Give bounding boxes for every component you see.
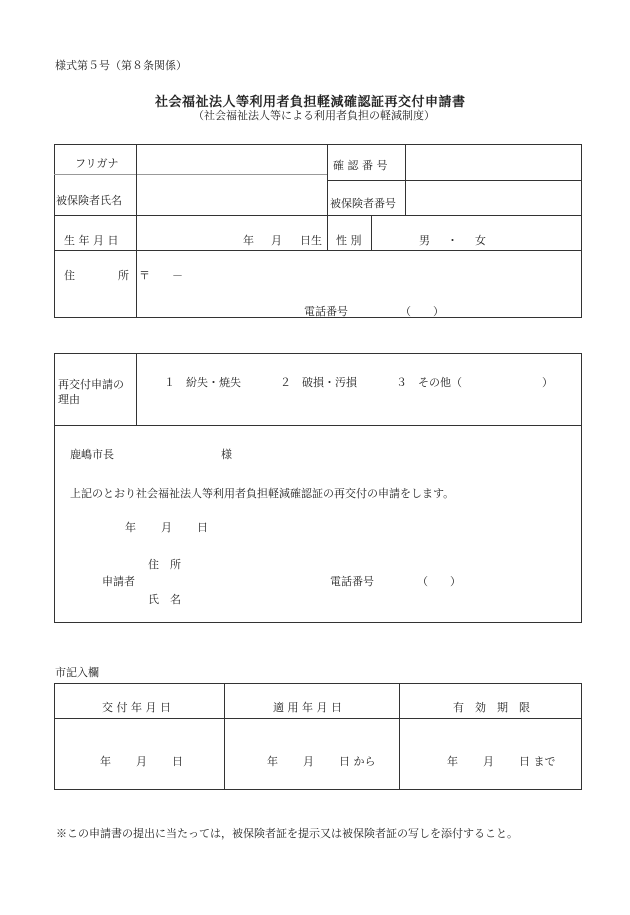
issue-month: 月 xyxy=(136,755,147,768)
address-input[interactable] xyxy=(190,261,575,283)
birth-month-label: 月 xyxy=(271,234,282,247)
phone-paren: （ ） xyxy=(400,305,444,318)
insured-name-input[interactable] xyxy=(138,178,324,212)
applicant-label: 申請者 xyxy=(102,575,135,588)
reason-other-close: ） xyxy=(542,376,553,389)
issue-date-header: 交 付 年 月 日 xyxy=(102,701,171,714)
expiry-header: 有 効 期 限 xyxy=(453,701,530,714)
issue-year: 年 xyxy=(100,755,111,768)
mayor-honorific: 様 xyxy=(221,448,232,461)
office-use-label: 市記入欄 xyxy=(55,666,99,679)
applicant-name-label: 氏 名 xyxy=(148,593,181,606)
gender-separator: ・ xyxy=(447,234,458,247)
postal-dash: － xyxy=(172,269,183,282)
insured-name-label: 被保険者氏名 xyxy=(56,194,122,207)
postal-mark: 〒 xyxy=(139,269,150,282)
apply-date-header: 適 用 年 月 日 xyxy=(273,701,342,714)
birth-year-label: 年 xyxy=(243,234,254,247)
reason-option-lost[interactable]: １ 紛失・焼失 xyxy=(164,376,241,389)
reason-option-other[interactable]: ３ その他（ xyxy=(396,376,462,389)
applicant-address-label: 住 所 xyxy=(148,558,181,571)
confirmation-number-input[interactable] xyxy=(407,147,579,178)
apply-year: 年 xyxy=(267,755,278,768)
applicant-phone-label: 電話番号 xyxy=(330,575,374,588)
address-label-2: 所 xyxy=(118,269,129,282)
birthdate-label: 生 年 月 日 xyxy=(64,234,119,247)
page-subtitle: （社会福祉法人等による利用者負担の軽減制度） xyxy=(193,109,435,122)
birth-day-label: 日生 xyxy=(300,234,322,247)
insured-number-label: 被保険者番号 xyxy=(330,197,396,210)
reason-other-input[interactable] xyxy=(466,369,542,389)
gender-label: 性 別 xyxy=(336,234,362,247)
furigana-label: フリガナ xyxy=(75,157,119,170)
request-date-year: 年 xyxy=(125,521,136,534)
applicant-name-input[interactable] xyxy=(195,586,315,606)
apply-day-from: 日 から xyxy=(339,755,376,768)
reason-label-line2: 理由 xyxy=(58,393,80,406)
expiry-year: 年 xyxy=(447,755,458,768)
gender-female-option[interactable]: 女 xyxy=(475,234,486,247)
furigana-input[interactable] xyxy=(138,146,324,172)
address-label-1: 住 xyxy=(64,269,75,282)
page-title: 社会福祉法人等利用者負担軽減確認証再交付申請書 xyxy=(155,95,466,110)
apply-month: 月 xyxy=(303,755,314,768)
request-statement: 上記のとおり社会福祉法人等利用者負担軽減確認証の再交付の申請をします。 xyxy=(70,487,455,500)
applicant-address-input[interactable] xyxy=(195,551,545,571)
form-number: 様式第５号（第８条関係） xyxy=(55,59,187,72)
insured-number-input[interactable] xyxy=(407,182,579,213)
reason-option-damaged[interactable]: ２ 破損・汚損 xyxy=(280,376,357,389)
expiry-month: 月 xyxy=(483,755,494,768)
request-date-day: 日 xyxy=(197,521,208,534)
expiry-day-until: 日 まで xyxy=(519,755,556,768)
confirmation-number-label: 確 認 番 号 xyxy=(333,159,388,172)
request-date-month: 月 xyxy=(161,521,172,534)
footer-note: ※この申請書の提出に当たっては，被保険者証を提示又は被保険者証の写しを添付すること。 xyxy=(56,827,518,840)
mayor-label: 鹿嶋市長 xyxy=(70,448,114,461)
reason-label-line1: 再交付申請の xyxy=(58,378,124,391)
issue-day: 日 xyxy=(172,755,183,768)
phone-label: 電話番号 xyxy=(304,305,348,318)
applicant-phone-paren: （ ） xyxy=(417,575,461,588)
gender-male-option[interactable]: 男 xyxy=(419,234,430,247)
